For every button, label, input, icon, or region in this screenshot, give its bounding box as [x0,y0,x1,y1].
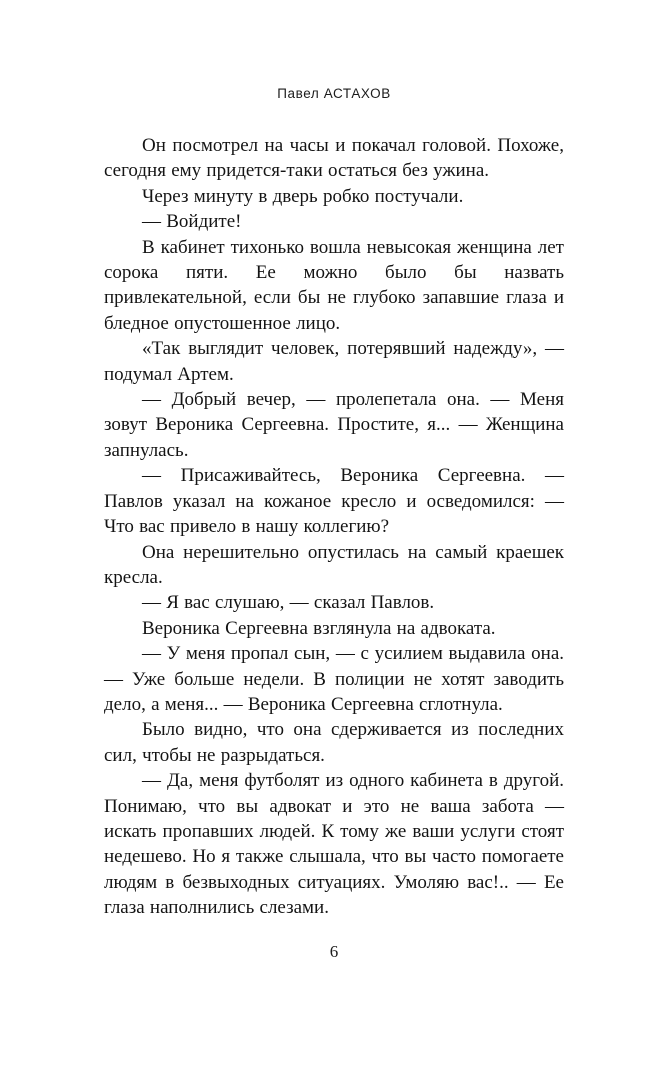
paragraph: Он посмотрел на часы и покачал головой. Похоже, сегодня ему придется-таки остаться без ужина. [104,135,564,182]
paragraph-dialogue: — Да, меня футболят из одного кабинета в другой. Понимаю, что вы адвокат и это не ваша забота — искать пропавших людей. К тому же ваши услуги стоят недешево. Но я также слышала, что вы часто помогаете людям в безвыходных ситуациях. Умоляю вас!.. — Ее глаза наполнились слезами. [104,770,564,919]
page-body [104,133,564,921]
page-number: 6 [329,942,339,961]
paragraph-dialogue: — Я вас слушаю, — сказал Павлов. [142,592,435,614]
paragraph: Через минуту в дверь робко постучали. [142,185,464,207]
paragraph-dialogue: — Добрый вечер, — пролепетала она. — Меня зовут Вероника Сергеевна. Простите, я... — Женщина запнулась. [104,389,564,461]
paragraph: Было видно, что она сдерживается из последних сил, чтобы не разрыдаться. [104,719,564,766]
paragraph: В кабинет тихонько вошла невысокая женщина лет сорока пяти. Ее можно было бы назвать привлекательной, если бы не глубоко запавшие глаза и бледное опустошенное лицо. [104,236,564,334]
paragraph: Она нерешительно опустилась на самый краешек кресла. [104,541,564,588]
paragraph-dialogue: — Войдите! [142,211,242,233]
paragraph-dialogue: — Присаживайтесь, Вероника Сергеевна. — Павлов указал на кожаное кресло и осведомился: — Что вас привело в нашу коллегию? [104,465,564,538]
paragraph: Вероника Сергеевна взглянула на адвоката. [142,617,496,639]
paragraph-dialogue: — У меня пропал сын, — с усилием выдавила она. — Уже больше недели. В полиции не хотят заводить дело, а меня... — Вероника Сергеевна сглотнула. [104,643,564,715]
paragraph: «Так выглядит человек, потерявший надежду», — подумал Артем. [104,338,564,385]
running-header-author: Павел АСТАХОВ [277,86,391,101]
